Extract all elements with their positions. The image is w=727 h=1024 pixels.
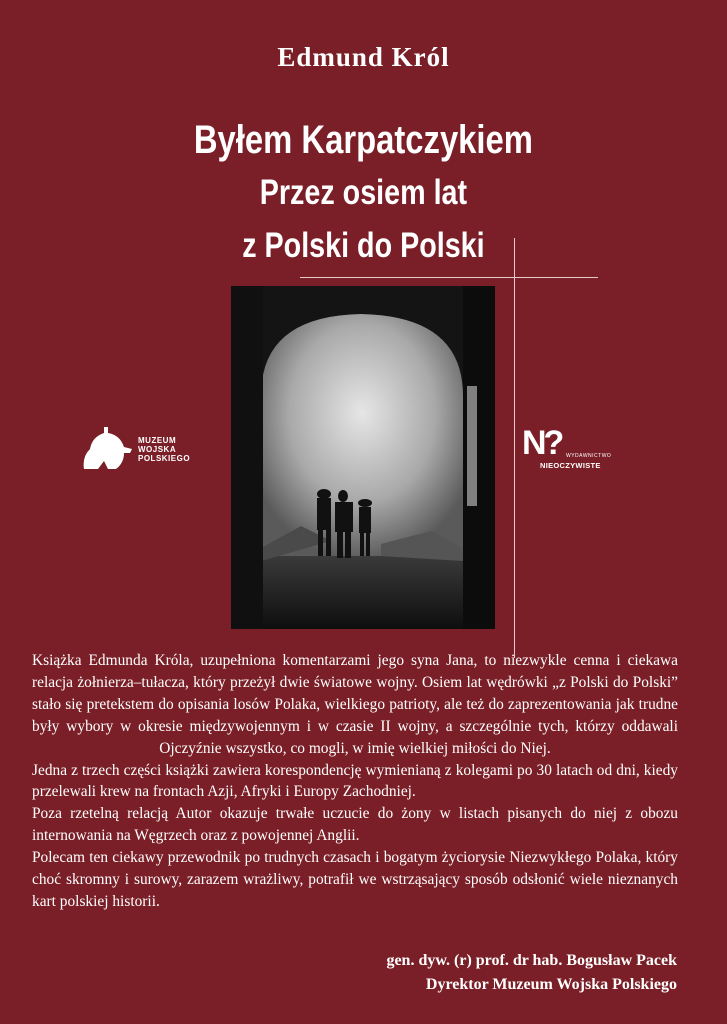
blurb bbox=[32, 650, 678, 913]
blurb-paragraph-2: Jedna z trzech części książki zawiera korespondencję wymienianą z kolegami po 30 latach od dni, kiedy przelewali krew na frontach Azji, Afryki i Europy Zachodniej. bbox=[32, 761, 678, 801]
museum-logo-line3: POLSKIEGO bbox=[138, 454, 191, 463]
decorative-horizontal-line bbox=[300, 277, 598, 278]
signature-name: gen. dyw. (r) prof. dr hab. Bogusław Pacek bbox=[386, 952, 677, 969]
author-name: Edmund Król bbox=[277, 42, 450, 72]
publisher-logo-mark: N? bbox=[522, 424, 562, 462]
signature bbox=[386, 949, 677, 997]
museum-logo bbox=[80, 423, 210, 473]
decorative-vertical-line bbox=[514, 238, 515, 658]
helmet-icon bbox=[80, 423, 136, 473]
museum-logo-line1: MUZEUM bbox=[138, 436, 177, 445]
book-title: Byłem Karpatczykiem bbox=[193, 118, 533, 162]
publisher-logo-small: WYDAWNICTWO bbox=[566, 453, 612, 459]
publisher-logo-name: NIEOCZYWISTE bbox=[540, 461, 601, 470]
signature-title: Dyrektor Muzeum Wojska Polskiego bbox=[425, 976, 677, 993]
museum-logo-line2: WOJSKA bbox=[138, 445, 177, 454]
book-subtitle-line1: Przez osiem lat bbox=[259, 173, 468, 212]
blurb-paragraph-1: Książka Edmunda Króla, uzupełniona komentarzami jego syna Jana, to niezwykle cenna i ciekawa relacja żołnierza–tułacza, który przeżył dwie światowe wojny. Osiem lat wędrówki „z Polski do Polski” stało się pretekstem do opisania losów Polaka, wielkiego patrioty, ale też do zaprezentowania jak trudne były wybory w okresie międzywojennym i w czasie II wojny, a szczególnie tych, którzy oddawali Ojczyźnie wszystko, co mogli, w imię wielkiej miłości do Niej. bbox=[32, 652, 678, 757]
cover-photo bbox=[231, 286, 495, 629]
publisher-logo bbox=[522, 425, 622, 475]
blurb-paragraph-4: Polecam ten ciekawy przewodnik po trudnych czasach i bogatym życiorysie Niezwykłego Polaka, który choć skromny i surowy, zarazem wrażliwy, potrafił we wstrząsający sposób odsłonić wiele nieznanych kart polskiej historii. bbox=[32, 849, 678, 910]
blurb-paragraph-3: Poza rzetelną relacją Autor okazuje trwałe uczucie do żony w listach pisanych do niej z obozu internowania na Węgrzech oraz z powojennej Anglii. bbox=[32, 805, 678, 845]
book-subtitle-line2: z Polski do Polski bbox=[242, 226, 485, 265]
